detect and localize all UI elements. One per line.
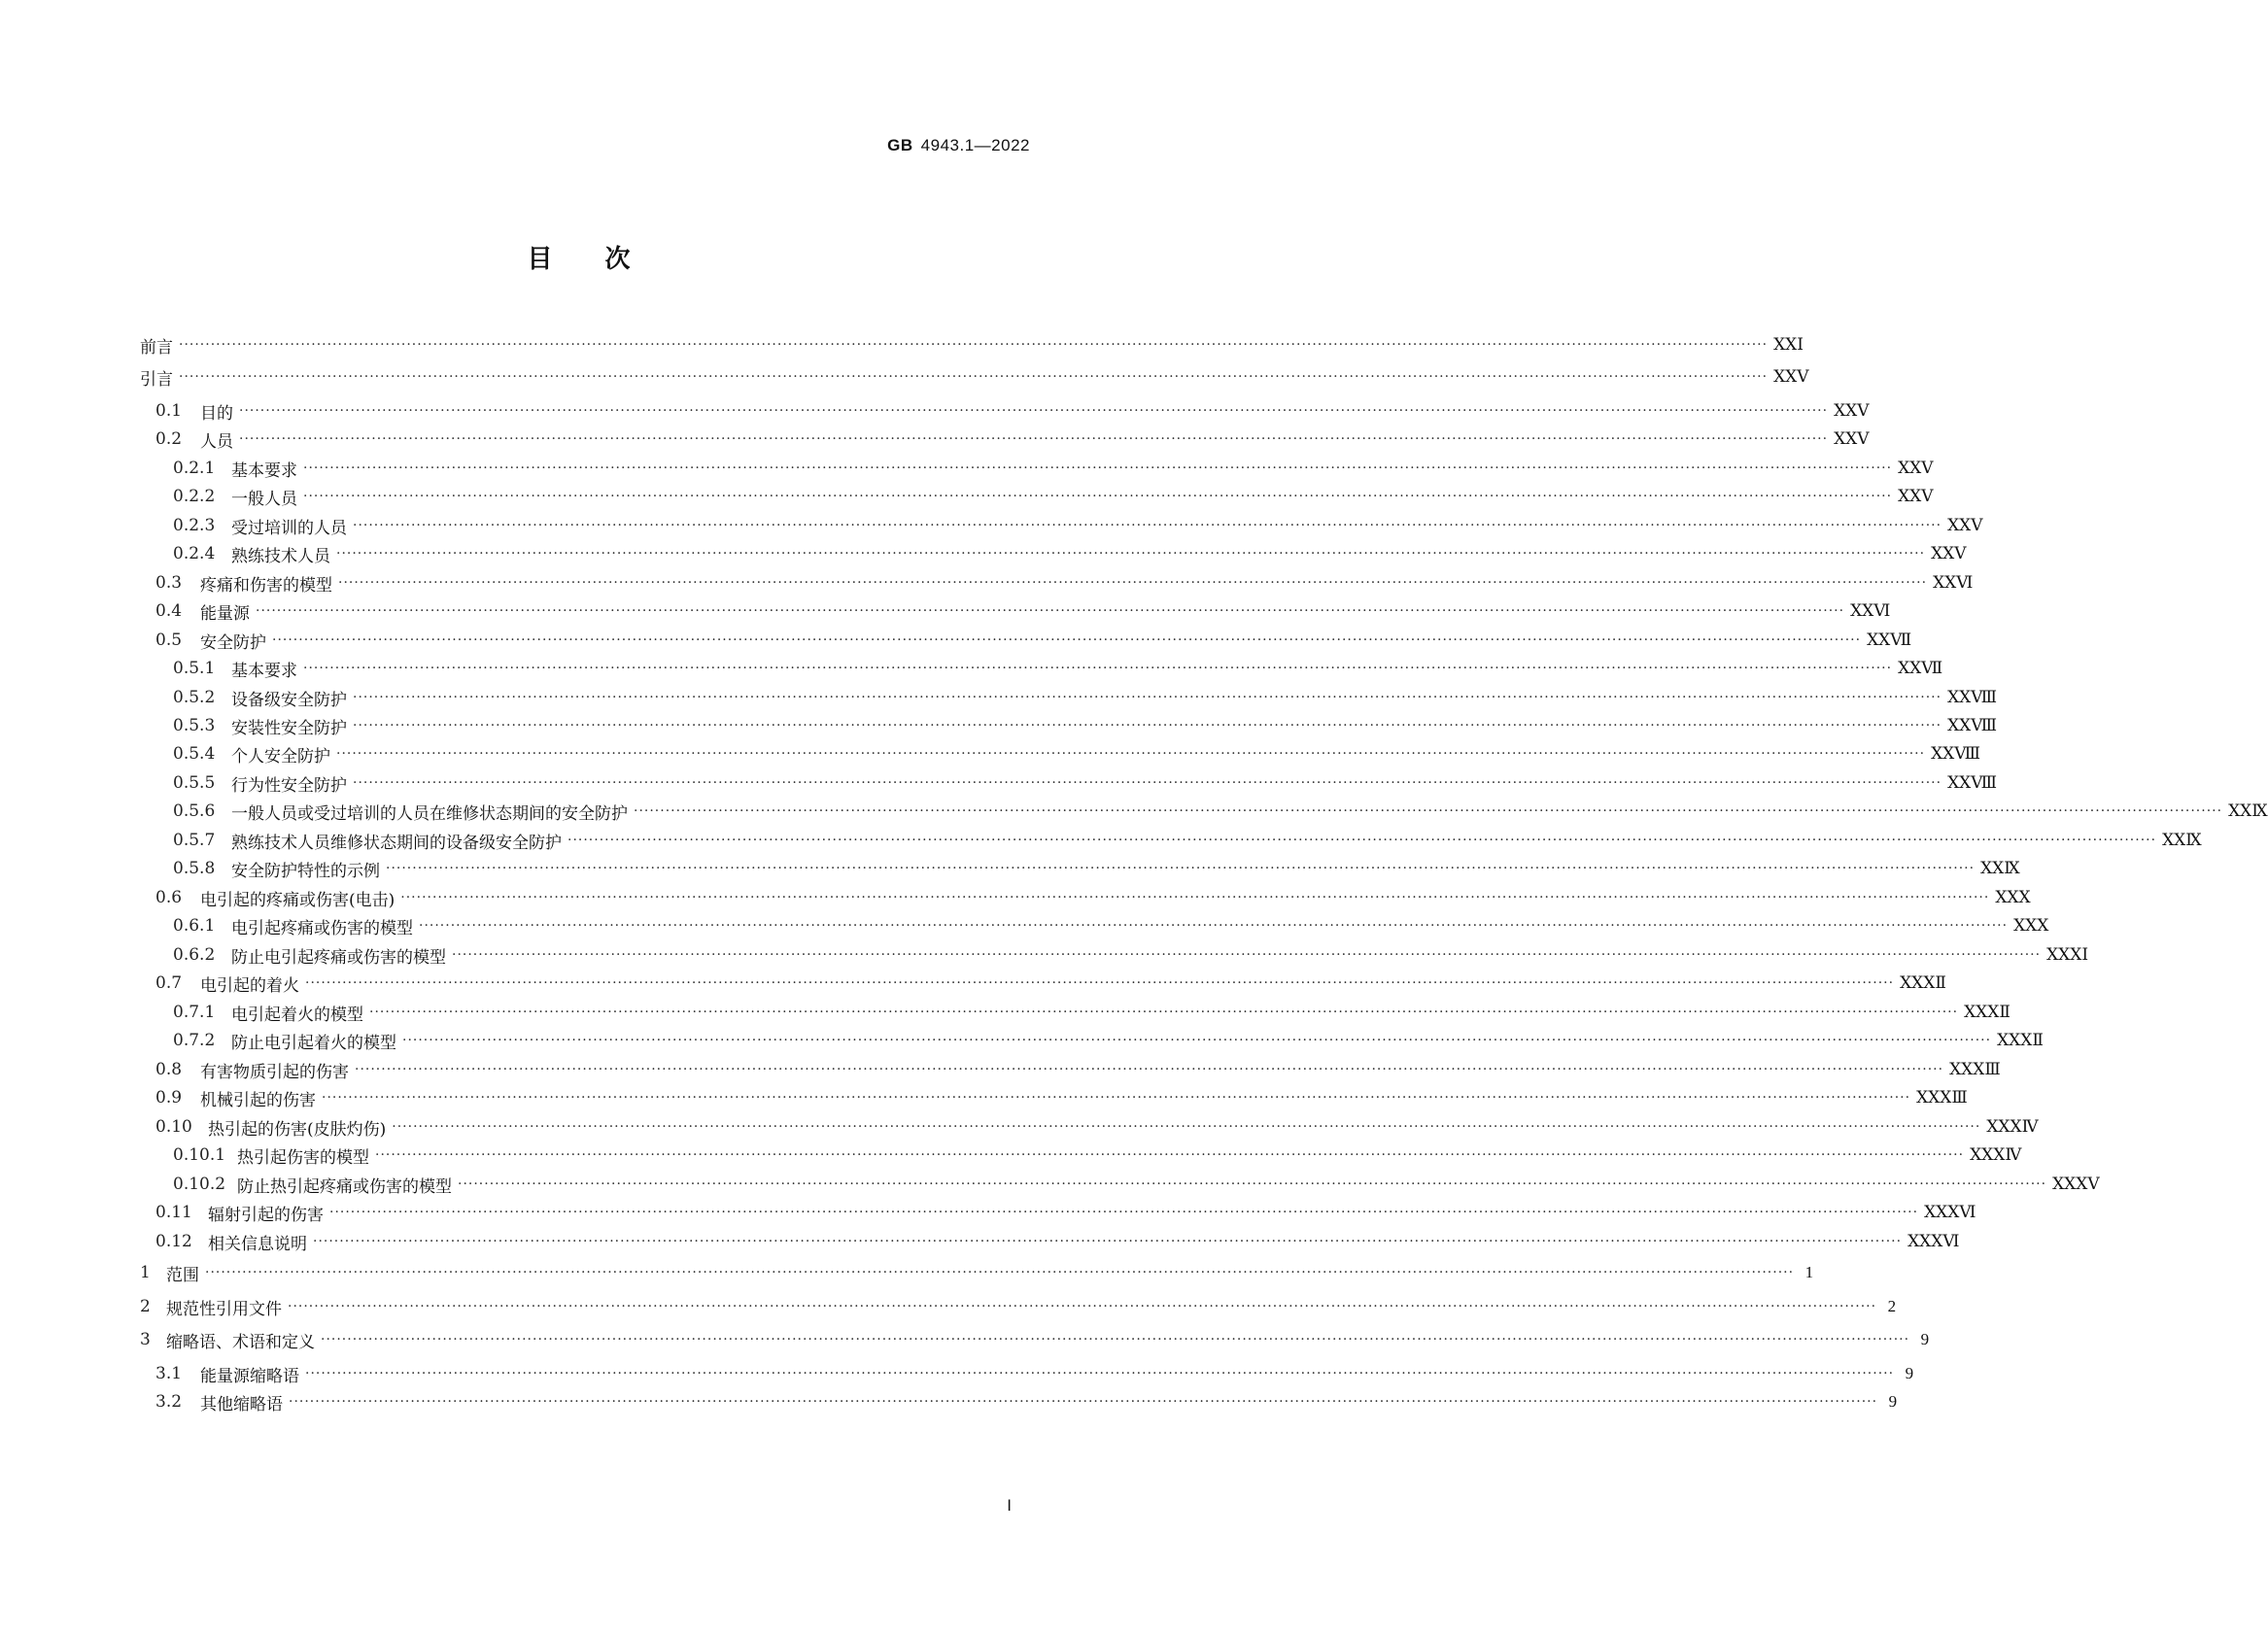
toc-entry-label: 一般人员 — [231, 489, 297, 509]
toc-entry-label: 目的 — [200, 403, 233, 424]
toc-entry-page: ⅩⅩⅩⅢ — [1916, 1088, 1968, 1107]
toc-entry[interactable] — [140, 456, 1934, 481]
toc-leader-dots: ············································································································································································································································································································ — [303, 489, 1893, 504]
toc-entry-label: 基本要求 — [231, 460, 297, 481]
toc-entry[interactable] — [140, 1028, 2044, 1053]
toc-leader-dots: ············································································································································································································································································································ — [353, 775, 1942, 791]
toc-entry-label: 能量源 — [200, 603, 250, 624]
toc-entry-number: 0.5.7 — [173, 831, 216, 850]
toc-entry-number: 0.7 — [155, 973, 183, 993]
toc-entry-number: 2 — [140, 1297, 151, 1316]
toc-entry-page: ⅩⅩⅩ — [1995, 888, 2031, 906]
toc-leader-dots: ············································································································································································································································································································ — [288, 1299, 1877, 1314]
toc-entry-page: ⅩⅩⅤ — [1834, 429, 1870, 448]
toc-leader-dots: ············································································································································································································································································································ — [272, 632, 1862, 648]
toc-leader-dots: ············································································································································································································································································································ — [353, 518, 1942, 533]
toc-entry-label: 设备级安全防护 — [231, 690, 347, 710]
toc-leader-dots: ············································································································································································································································································································ — [205, 1265, 1795, 1280]
toc-entry-label: 人员 — [200, 431, 233, 452]
toc-leader-dots: ············································································································································································································································································································ — [375, 1147, 1965, 1163]
toc-entry-label: 电引起的着火 — [200, 975, 299, 996]
toc-entry-number: 0.2.3 — [173, 516, 216, 535]
toc-entry-number: 0.11 — [155, 1203, 192, 1222]
toc-entry[interactable] — [140, 513, 1983, 538]
toc-entry-page: ⅩⅩⅤ — [1898, 459, 1934, 477]
toc-entry[interactable] — [140, 1260, 1814, 1285]
toc-entry-number: 0.6.2 — [173, 945, 216, 965]
toc-entry-number: 0.5.8 — [173, 859, 216, 878]
toc-entry-number: 0.7.1 — [173, 1003, 216, 1022]
toc-entry-page: ⅩⅩⅩⅥ — [1907, 1232, 1960, 1250]
toc-entry-page: ⅩⅩⅤ — [1773, 367, 1809, 386]
toc-entry-page: ⅩⅩⅩⅡ — [1964, 1003, 2010, 1021]
toc-entry[interactable] — [140, 1327, 1930, 1352]
toc-entry[interactable] — [140, 1085, 1968, 1110]
toc-entry-number: 0.2.4 — [173, 544, 216, 563]
toc-leader-dots: ············································································································································································································································································································ — [329, 1205, 1919, 1220]
toc-entry[interactable] — [140, 913, 2049, 938]
toc-entry-number: 3 — [140, 1330, 151, 1349]
toc-entry-number: 0.10.1 — [173, 1145, 226, 1165]
standard-code-number: 4943.1—2022 — [920, 136, 1030, 154]
toc-leader-dots: ············································································································································································································································································································ — [336, 746, 1926, 762]
toc-entry[interactable] — [140, 828, 2202, 853]
toc-leader-dots: ············································································································································································································································································································ — [303, 661, 1893, 676]
toc-entry-page: ⅩⅩⅩⅤ — [2052, 1175, 2100, 1193]
toc-entry-page: 9 — [1920, 1330, 1930, 1348]
toc-entry[interactable] — [140, 1200, 1976, 1225]
toc-entry-page: ⅩⅩⅨ — [2162, 831, 2202, 849]
toc-entry-page: 2 — [1887, 1297, 1897, 1315]
toc-entry-label: 电引起着火的模型 — [231, 1005, 363, 1025]
toc-leader-dots: ············································································································································································································································································································ — [634, 803, 2223, 819]
toc-entry-label: 前言 — [140, 337, 173, 358]
toc-entry-label: 受过培训的人员 — [231, 518, 347, 538]
toc-entry-page: ⅩⅩⅩⅡ — [1997, 1031, 2044, 1049]
toc-leader-dots: ············································································································································································································································································································ — [392, 1119, 1981, 1135]
toc-entry-label: 有害物质引起的伤害 — [200, 1062, 349, 1082]
standard-code — [887, 136, 1030, 155]
toc-entry[interactable] — [140, 570, 1974, 596]
toc-leader-dots: ············································································································································································································································································································ — [338, 575, 1928, 591]
toc-leader-dots: ············································································································································································································································································································ — [179, 337, 1769, 353]
toc-entry-number: 3.1 — [155, 1364, 183, 1383]
toc-entry-page: ⅩⅩⅠ — [1773, 335, 1804, 354]
toc-entry-label: 辐射引起的伤害 — [208, 1205, 324, 1225]
toc-leader-dots: ············································································································································································································································································································ — [353, 718, 1942, 733]
toc-entry-number: 0.5 — [155, 631, 183, 650]
toc-entry-number: 0.8 — [155, 1060, 183, 1079]
toc-entry-label: 防止电引起着火的模型 — [231, 1033, 396, 1053]
toc-leader-dots: ············································································································································································································································································································ — [567, 833, 2157, 848]
toc-entry[interactable] — [140, 1361, 1914, 1386]
toc-entry[interactable] — [140, 971, 1946, 996]
toc-entry-page: ⅩⅩⅤ — [1931, 544, 1967, 562]
toc-entry-number: 1 — [140, 1263, 151, 1282]
toc-entry-number: 0.6.1 — [173, 916, 216, 936]
toc-entry[interactable] — [140, 484, 1934, 509]
toc-entry-label: 引言 — [140, 369, 173, 390]
toc-entry-label: 机械引起的伤害 — [200, 1090, 316, 1110]
toc-leader-dots: ············································································································································································································································································································ — [402, 1033, 1992, 1048]
toc-entry-label: 其他缩略语 — [200, 1394, 283, 1414]
toc-entry-label: 熟练技术人员维修状态期间的设备级安全防护 — [231, 833, 562, 853]
toc-leader-dots: ············································································································································································································································································································ — [386, 861, 1976, 876]
toc-entry[interactable] — [140, 1229, 1960, 1254]
toc-entry-number: 0.5.1 — [173, 659, 216, 678]
toc-entry-number: 0.12 — [155, 1232, 192, 1251]
toc-entry-label: 相关信息说明 — [208, 1234, 307, 1254]
toc-entry-label: 范围 — [166, 1265, 199, 1285]
toc-entry[interactable] — [140, 598, 1891, 624]
toc-entry[interactable] — [140, 426, 1870, 452]
toc-entry-number: 0.5.6 — [173, 801, 216, 821]
toc-entry[interactable] — [140, 364, 1809, 390]
toc-entry-number: 0.2.2 — [173, 487, 216, 506]
toc-entry-number: 0.5.4 — [173, 744, 216, 764]
toc-entry-number: 0.10.2 — [173, 1175, 226, 1194]
toc-entry-page: ⅩⅩⅨ — [1980, 859, 2020, 877]
toc-leader-dots: ············································································································································································································································································································ — [400, 890, 1990, 905]
toc-entry[interactable] — [140, 1172, 2100, 1197]
toc-entry[interactable] — [140, 942, 2089, 968]
toc-leader-dots: ············································································································································································································································································································ — [355, 1062, 1944, 1077]
toc-entry[interactable] — [140, 1000, 2010, 1025]
standard-code-prefix: GB — [887, 136, 913, 154]
toc-entry-page: ⅩⅩⅥ — [1850, 601, 1891, 620]
toc-entry-page: ⅩⅩⅩⅣ — [1970, 1145, 2022, 1164]
toc-entry-page: ⅩⅩⅧ — [1947, 688, 1998, 706]
toc-entry-label: 规范性引用文件 — [166, 1299, 282, 1319]
toc-entry-number: 0.3 — [155, 573, 183, 593]
page-title — [0, 239, 1157, 275]
toc-entry-number: 0.7.2 — [173, 1031, 216, 1050]
toc-leader-dots: ············································································································································································································································································································ — [305, 975, 1895, 991]
toc-leader-dots: ············································································································································································································································································································ — [239, 431, 1829, 447]
toc-entry-page: ⅩⅩⅤ — [1947, 516, 1983, 534]
toc-entry-label: 熟练技术人员 — [231, 546, 330, 566]
title-char-1: 目 — [527, 245, 553, 274]
toc-entry-label: 个人安全防护 — [231, 746, 330, 767]
toc-leader-dots: ············································································································································································································································································································ — [458, 1176, 2047, 1192]
toc-entry-number: 0.5.2 — [173, 688, 216, 707]
toc-entry-page: ⅩⅩⅩⅣ — [1986, 1117, 2039, 1136]
toc-entry-page: ⅩⅩⅩⅠ — [2046, 945, 2089, 964]
toc-leader-dots: ············································································································································································································································································································ — [322, 1090, 1911, 1106]
toc-entry-page: 9 — [1905, 1364, 1914, 1382]
toc-entry-number: 0.2.1 — [173, 459, 216, 478]
toc-leader-dots: ············································································································································································································································································································ — [313, 1234, 1903, 1249]
toc-leader-dots: ············································································································································································································································································································ — [256, 603, 1845, 619]
toc-entry-page: ⅩⅩⅩⅥ — [1924, 1203, 1976, 1221]
toc-leader-dots: ············································································································································································································································································································ — [452, 947, 2042, 963]
toc-entry-page: 9 — [1888, 1392, 1898, 1411]
toc-entry[interactable] — [140, 541, 1967, 566]
toc-leader-dots: ············································································································································································································································································································ — [303, 460, 1893, 476]
toc-entry-number: 3.2 — [155, 1392, 183, 1412]
toc-entry[interactable] — [140, 332, 1804, 358]
toc-leader-dots: ············································································································································································································································································································ — [305, 1366, 1895, 1381]
toc-leader-dots: ············································································································································································································································································································ — [369, 1005, 1959, 1020]
toc-entry[interactable] — [140, 741, 1981, 767]
toc-entry-label: 防止电引起疼痛或伤害的模型 — [231, 947, 446, 968]
toc-leader-dots: ············································································································································································································································································································ — [321, 1332, 1910, 1347]
toc-entry-label: 一般人员或受过培训的人员在维修状态期间的安全防护 — [231, 803, 628, 824]
toc-entry[interactable] — [140, 1142, 2022, 1168]
toc-entry-page: 1 — [1804, 1263, 1814, 1281]
toc-entry-page: ⅩⅩⅧ — [1947, 716, 1998, 734]
toc-entry[interactable] — [140, 1114, 2039, 1140]
toc-entry-label: 安装性安全防护 — [231, 718, 347, 738]
toc-entry-label: 安全防护 — [200, 632, 266, 653]
toc-entry-page: ⅩⅩⅦ — [1898, 659, 1943, 677]
toc-entry[interactable] — [140, 1389, 1898, 1414]
toc-entry-number: 0.1 — [155, 401, 183, 421]
toc-entry-label: 基本要求 — [231, 661, 297, 681]
toc-entry[interactable] — [140, 628, 1912, 653]
toc-leader-dots: ············································································································································································································································································································ — [179, 369, 1769, 385]
toc-entry[interactable] — [140, 1294, 1897, 1319]
toc-leader-dots: ············································································································································································································································································································ — [289, 1394, 1878, 1410]
toc-entry-page: ⅩⅩⅤ — [1834, 401, 1870, 420]
title-char-2: 次 — [604, 245, 631, 274]
toc-leader-dots: ············································································································································································································································································································ — [353, 690, 1942, 705]
toc-entry-label: 安全防护特性的示例 — [231, 861, 380, 881]
toc-entry[interactable] — [140, 770, 1998, 796]
toc-entry-number: 0.5.3 — [173, 716, 216, 735]
toc-entry-page: ⅩⅩⅨ — [2228, 801, 2268, 820]
toc-entry-page: ⅩⅩⅩⅢ — [1949, 1060, 2001, 1078]
toc-entry[interactable] — [140, 885, 2031, 910]
toc-entry-label: 防止热引起疼痛或伤害的模型 — [237, 1176, 452, 1197]
toc-entry[interactable] — [140, 685, 1998, 710]
toc-entry[interactable] — [140, 856, 2020, 881]
toc-entry-label: 电引起疼痛或伤害的模型 — [231, 918, 413, 938]
toc-entry[interactable] — [140, 1057, 2001, 1082]
toc-leader-dots: ············································································································································································································································································································ — [239, 403, 1829, 419]
toc-entry-label: 行为性安全防护 — [231, 775, 347, 796]
toc-entry-label: 疼痛和伤害的模型 — [200, 575, 332, 596]
toc-entry-number: 0.10 — [155, 1117, 192, 1137]
toc-entry-number: 0.6 — [155, 888, 183, 907]
toc-entry-label: 缩略语、术语和定义 — [166, 1332, 315, 1352]
toc-entry[interactable] — [140, 656, 1943, 681]
toc-entry[interactable] — [140, 398, 1870, 424]
toc-entry-label: 电引起的疼痛或伤害(电击) — [200, 890, 395, 910]
toc-entry-page: ⅩⅩⅤ — [1898, 487, 1934, 505]
toc-entry-number: 0.5.5 — [173, 773, 216, 793]
page-number: Ⅰ — [1007, 1498, 1012, 1515]
toc-entry-number: 0.4 — [155, 601, 183, 621]
toc-entry-page: ⅩⅩⅦ — [1867, 631, 1912, 649]
toc-entry-number: 0.2 — [155, 429, 183, 449]
toc-entry-label: 热引起伤害的模型 — [237, 1147, 369, 1168]
toc-leader-dots: ············································································································································································································································································································ — [419, 918, 2009, 934]
toc-entry-page: ⅩⅩⅩⅡ — [1900, 973, 1946, 992]
toc-entry-label: 能量源缩略语 — [200, 1366, 299, 1386]
toc-entry[interactable] — [140, 713, 1998, 738]
toc-entry-page: ⅩⅩⅥ — [1933, 573, 1974, 592]
toc-leader-dots: ············································································································································································································································································································ — [336, 546, 1926, 562]
toc-entry-number: 0.9 — [155, 1088, 183, 1108]
toc-entry-label: 热引起的伤害(皮肤灼伤) — [208, 1119, 387, 1140]
toc-entry-page: ⅩⅩⅧ — [1947, 773, 1998, 792]
toc-entry-page: ⅩⅩⅧ — [1931, 744, 1981, 763]
toc-entry-page: ⅩⅩⅩ — [2013, 916, 2049, 935]
toc-entry[interactable] — [140, 799, 2268, 824]
